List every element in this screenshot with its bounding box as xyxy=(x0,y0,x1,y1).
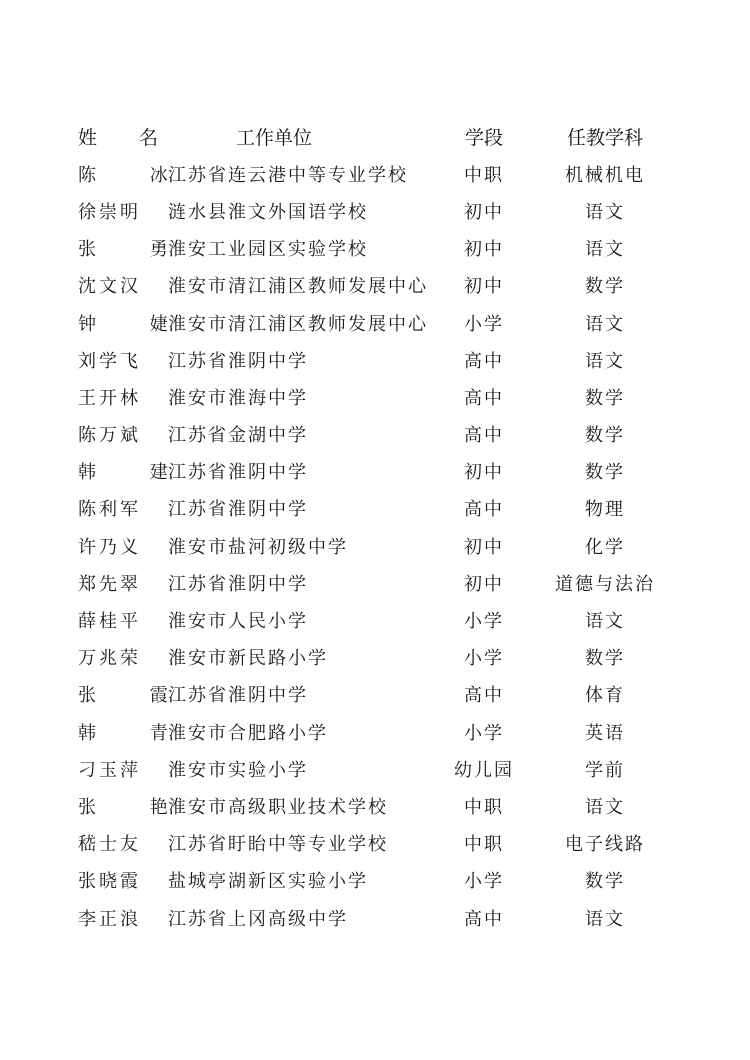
table-row xyxy=(72,825,692,862)
table-row xyxy=(72,899,692,936)
cell-subject: 化学 xyxy=(585,536,625,558)
cell-unit: 淮安市新民路小学 xyxy=(168,648,328,670)
cell-name: 许乃义 xyxy=(78,536,141,558)
cell-unit: 江苏省上冈高级中学 xyxy=(168,908,348,930)
cell-name: 王开林 xyxy=(78,387,141,409)
table-body xyxy=(72,155,692,936)
cell-subject: 数学 xyxy=(585,648,625,670)
cell-segment: 小学 xyxy=(464,722,504,744)
cell-segment: 中职 xyxy=(464,796,504,818)
cell-subject: 电子线路 xyxy=(565,834,645,856)
cell-segment: 小学 xyxy=(464,611,504,633)
cell-subject: 语文 xyxy=(585,796,625,818)
cell-subject: 英语 xyxy=(585,722,625,744)
cell-subject: 物理 xyxy=(585,499,625,521)
cell-name: 万兆荣 xyxy=(78,648,141,670)
cell-name: 徐崇明 xyxy=(78,201,141,223)
table-row xyxy=(72,230,692,267)
cell-unit: 淮安市人民小学 xyxy=(168,611,308,633)
cell-unit: 江苏省金湖中学 xyxy=(168,425,308,447)
cell-segment: 小学 xyxy=(464,313,504,335)
table-row xyxy=(72,267,692,304)
cell-subject: 数学 xyxy=(585,387,625,409)
cell-unit: 淮安市高级职业技术学校 xyxy=(168,796,388,818)
cell-name: 韩 青 xyxy=(78,722,192,744)
table-row xyxy=(72,787,692,824)
cell-unit: 涟水县淮文外国语学校 xyxy=(168,201,368,223)
cell-name: 刘学飞 xyxy=(78,350,141,372)
cell-unit: 江苏省盱眙中等专业学校 xyxy=(168,834,388,856)
cell-name: 韩 建 xyxy=(78,462,192,484)
table-row xyxy=(72,676,692,713)
table-row xyxy=(72,564,692,601)
table-row xyxy=(72,341,692,378)
cell-segment: 高中 xyxy=(464,387,504,409)
cell-segment: 初中 xyxy=(464,573,504,595)
cell-unit: 江苏省淮阴中学 xyxy=(168,573,308,595)
cell-segment: 中职 xyxy=(464,164,504,186)
cell-name: 张 艳 xyxy=(78,796,192,818)
table-row xyxy=(72,416,692,453)
cell-segment: 初中 xyxy=(464,201,504,223)
cell-unit: 江苏省淮阴中学 xyxy=(168,499,308,521)
cell-unit: 江苏省淮阴中学 xyxy=(168,462,308,484)
table-header-row xyxy=(72,118,692,155)
table-row xyxy=(72,713,692,750)
table-row xyxy=(72,750,692,787)
cell-segment: 高中 xyxy=(464,425,504,447)
cell-segment: 高中 xyxy=(464,350,504,372)
cell-name: 陈 冰 xyxy=(78,164,192,186)
cell-unit: 淮安市实验小学 xyxy=(168,759,308,781)
cell-unit: 江苏省连云港中等专业学校 xyxy=(168,164,408,186)
cell-unit: 淮安市合肥路小学 xyxy=(168,722,328,744)
table-row xyxy=(72,155,692,192)
cell-unit: 江苏省淮阴中学 xyxy=(168,685,308,707)
cell-name: 张晓霞 xyxy=(78,871,141,893)
cell-subject: 数学 xyxy=(585,462,625,484)
cell-name: 陈万斌 xyxy=(78,425,141,447)
cell-subject: 数学 xyxy=(585,871,625,893)
cell-segment: 小学 xyxy=(464,648,504,670)
cell-subject: 语文 xyxy=(585,239,625,261)
cell-name: 嵇士友 xyxy=(78,834,141,856)
cell-subject: 语文 xyxy=(585,313,625,335)
cell-unit: 淮安市清江浦区教师发展中心 xyxy=(168,276,428,298)
cell-subject: 语文 xyxy=(585,908,625,930)
cell-segment: 中职 xyxy=(464,834,504,856)
cell-name: 薛桂平 xyxy=(78,611,141,633)
cell-name: 陈利军 xyxy=(78,499,141,521)
table-row xyxy=(72,304,692,341)
cell-subject: 语文 xyxy=(585,350,625,372)
cell-name: 李正浪 xyxy=(78,908,141,930)
teacher-roster-table xyxy=(72,118,692,936)
cell-unit: 江苏省淮阴中学 xyxy=(168,350,308,372)
cell-name: 张 霞 xyxy=(78,685,192,707)
table-row xyxy=(72,378,692,415)
column-header-subject: 任教学科 xyxy=(566,127,643,150)
column-header-unit: 工作单位 xyxy=(235,127,312,150)
cell-subject: 机械机电 xyxy=(565,164,645,186)
table-row xyxy=(72,862,692,899)
table-row xyxy=(72,453,692,490)
cell-segment: 初中 xyxy=(464,239,504,261)
cell-subject: 数学 xyxy=(585,425,625,447)
cell-subject: 语文 xyxy=(585,201,625,223)
cell-name: 郑先翠 xyxy=(78,573,141,595)
cell-segment: 初中 xyxy=(464,462,504,484)
cell-segment: 幼儿园 xyxy=(454,759,514,781)
cell-subject: 学前 xyxy=(585,759,625,781)
cell-unit: 淮安市盐河初级中学 xyxy=(168,536,348,558)
cell-segment: 初中 xyxy=(464,536,504,558)
cell-subject: 数学 xyxy=(585,276,625,298)
table-row xyxy=(72,601,692,638)
cell-segment: 初中 xyxy=(464,276,504,298)
cell-subject: 体育 xyxy=(585,685,625,707)
cell-unit: 淮安市清江浦区教师发展中心 xyxy=(168,313,428,335)
cell-segment: 高中 xyxy=(464,499,504,521)
cell-unit: 淮安工业园区实验学校 xyxy=(168,239,368,261)
table-row xyxy=(72,639,692,676)
table-row xyxy=(72,490,692,527)
cell-segment: 高中 xyxy=(464,908,504,930)
table-row xyxy=(72,192,692,229)
cell-segment: 小学 xyxy=(464,871,504,893)
cell-subject: 语文 xyxy=(585,611,625,633)
cell-unit: 盐城亭湖新区实验小学 xyxy=(168,871,368,893)
cell-name: 刁玉萍 xyxy=(78,759,141,781)
cell-name: 钟 婕 xyxy=(78,313,192,335)
table-row xyxy=(72,527,692,564)
column-header-name: 姓 名 xyxy=(78,127,177,150)
cell-subject: 道德与法治 xyxy=(555,573,655,595)
cell-name: 张 勇 xyxy=(78,239,192,261)
cell-segment: 高中 xyxy=(464,685,504,707)
cell-name: 沈文汉 xyxy=(78,276,141,298)
cell-unit: 淮安市淮海中学 xyxy=(168,387,308,409)
column-header-segment: 学段 xyxy=(464,127,503,150)
